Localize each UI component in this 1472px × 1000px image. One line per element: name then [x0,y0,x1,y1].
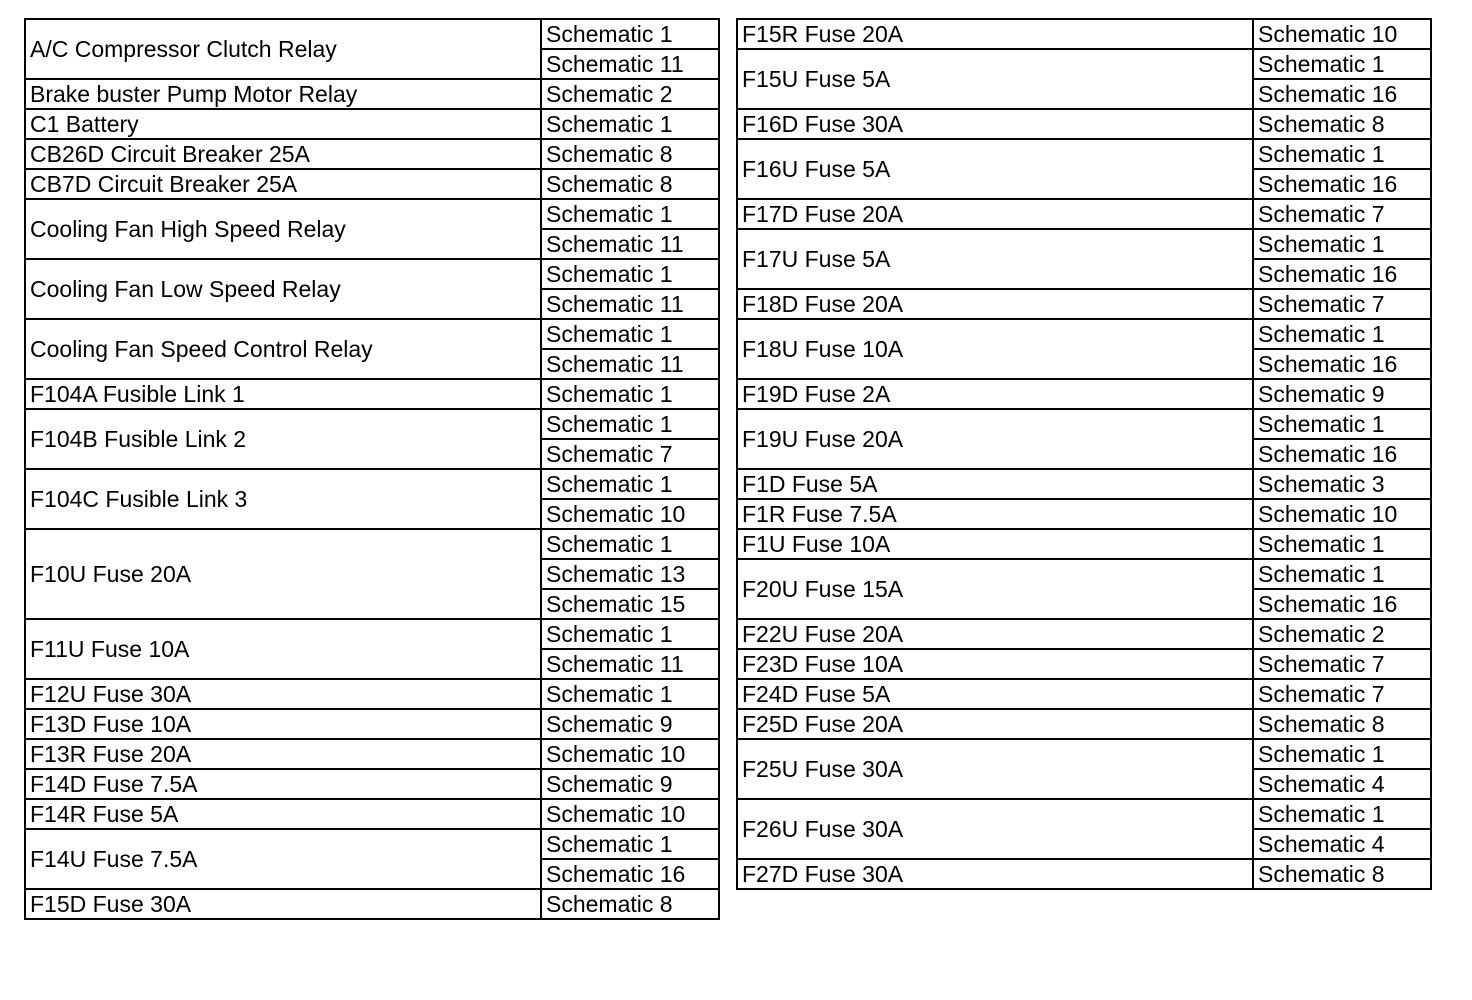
table-row [737,289,1431,319]
table-row [25,619,719,649]
table-row [25,409,719,439]
schematic-ref-cell: Schematic 11 [541,49,719,79]
table-row [25,529,719,559]
component-index-table-left [24,18,720,920]
table-row [737,19,1431,49]
component-name-cell: F23D Fuse 10A [737,649,1253,679]
schematic-ref-cell: Schematic 4 [1253,829,1431,859]
table-row [25,169,719,199]
component-name-cell: F12U Fuse 30A [25,679,541,709]
component-name-cell: F1D Fuse 5A [737,469,1253,499]
component-name-cell: F24D Fuse 5A [737,679,1253,709]
table-row [737,739,1431,769]
schematic-ref-cell: Schematic 4 [1253,769,1431,799]
schematic-ref-cell: Schematic 1 [541,259,719,289]
table-row [737,679,1431,709]
table-row [25,259,719,289]
component-name-cell: Brake buster Pump Motor Relay [25,79,541,109]
component-name-cell: F20U Fuse 15A [737,559,1253,619]
component-name-cell: F104A Fusible Link 1 [25,379,541,409]
component-name-cell: F10U Fuse 20A [25,529,541,619]
component-name-cell: F1U Fuse 10A [737,529,1253,559]
schematic-ref-cell: Schematic 1 [541,409,719,439]
component-name-cell: F14R Fuse 5A [25,799,541,829]
table-row [737,49,1431,79]
component-name-cell: F104B Fusible Link 2 [25,409,541,469]
schematic-ref-cell: Schematic 16 [1253,169,1431,199]
component-name-cell: CB7D Circuit Breaker 25A [25,169,541,199]
schematic-ref-cell: Schematic 7 [1253,289,1431,319]
table-row [25,79,719,109]
table-row [737,229,1431,259]
table-row [737,409,1431,439]
table-row [25,889,719,919]
schematic-ref-cell: Schematic 10 [541,499,719,529]
table-row [737,139,1431,169]
table-row [25,739,719,769]
table-row [737,649,1431,679]
component-name-cell: F18D Fuse 20A [737,289,1253,319]
table-row [737,529,1431,559]
schematic-ref-cell: Schematic 1 [541,199,719,229]
schematic-ref-cell: Schematic 7 [541,439,719,469]
schematic-ref-cell: Schematic 10 [541,739,719,769]
component-name-cell: F15U Fuse 5A [737,49,1253,109]
component-name-cell: C1 Battery [25,109,541,139]
schematic-ref-cell: Schematic 16 [541,859,719,889]
component-name-cell: F14D Fuse 7.5A [25,769,541,799]
schematic-ref-cell: Schematic 8 [1253,109,1431,139]
schematic-ref-cell: Schematic 15 [541,589,719,619]
schematic-ref-cell: Schematic 9 [541,709,719,739]
schematic-ref-cell: Schematic 2 [541,79,719,109]
table-row [25,19,719,49]
schematic-ref-cell: Schematic 8 [541,889,719,919]
schematic-ref-cell: Schematic 1 [541,829,719,859]
table-row [25,109,719,139]
component-name-cell: F15D Fuse 30A [25,889,541,919]
table-row [737,319,1431,349]
table-row [737,619,1431,649]
schematic-ref-cell: Schematic 16 [1253,79,1431,109]
component-name-cell: F13R Fuse 20A [25,739,541,769]
component-name-cell: A/C Compressor Clutch Relay [25,19,541,79]
schematic-ref-cell: Schematic 1 [1253,229,1431,259]
component-name-cell: F16U Fuse 5A [737,139,1253,199]
schematic-ref-cell: Schematic 16 [1253,589,1431,619]
schematic-ref-cell: Schematic 8 [1253,859,1431,889]
table-row [737,559,1431,589]
schematic-ref-cell: Schematic 1 [541,319,719,349]
schematic-ref-cell: Schematic 16 [1253,439,1431,469]
component-name-cell: CB26D Circuit Breaker 25A [25,139,541,169]
schematic-ref-cell: Schematic 1 [541,109,719,139]
schematic-ref-cell: Schematic 1 [541,619,719,649]
schematic-ref-cell: Schematic 1 [1253,139,1431,169]
schematic-ref-cell: Schematic 1 [541,469,719,499]
table-row [737,199,1431,229]
component-name-cell: F22U Fuse 20A [737,619,1253,649]
schematic-ref-cell: Schematic 2 [1253,619,1431,649]
schematic-ref-cell: Schematic 11 [541,649,719,679]
table-row [25,469,719,499]
schematic-ref-cell: Schematic 16 [1253,259,1431,289]
schematic-ref-cell: Schematic 10 [1253,19,1431,49]
component-name-cell: F18U Fuse 10A [737,319,1253,379]
schematic-ref-cell: Schematic 7 [1253,199,1431,229]
schematic-ref-cell: Schematic 1 [1253,49,1431,79]
schematic-ref-cell: Schematic 1 [1253,529,1431,559]
schematic-ref-cell: Schematic 1 [1253,739,1431,769]
component-name-cell: F19D Fuse 2A [737,379,1253,409]
table-row [737,799,1431,829]
table-row [25,139,719,169]
component-name-cell: F11U Fuse 10A [25,619,541,679]
component-name-cell: F15R Fuse 20A [737,19,1253,49]
table-row [25,319,719,349]
schematic-ref-cell: Schematic 1 [1253,559,1431,589]
schematic-ref-cell: Schematic 11 [541,349,719,379]
schematic-ref-cell: Schematic 13 [541,559,719,589]
table-row [737,469,1431,499]
component-name-cell: F25U Fuse 30A [737,739,1253,799]
schematic-ref-cell: Schematic 10 [1253,499,1431,529]
schematic-ref-cell: Schematic 9 [541,769,719,799]
table-row [25,769,719,799]
schematic-ref-cell: Schematic 11 [541,289,719,319]
table-row [737,379,1431,409]
component-index-table-right [736,18,1432,890]
component-name-cell: F1R Fuse 7.5A [737,499,1253,529]
component-name-cell: F16D Fuse 30A [737,109,1253,139]
component-name-cell: F26U Fuse 30A [737,799,1253,859]
table-row [737,109,1431,139]
schematic-ref-cell: Schematic 1 [541,529,719,559]
schematic-ref-cell: Schematic 1 [541,679,719,709]
schematic-ref-cell: Schematic 1 [1253,799,1431,829]
component-name-cell: F13D Fuse 10A [25,709,541,739]
schematic-ref-cell: Schematic 7 [1253,679,1431,709]
schematic-ref-cell: Schematic 16 [1253,349,1431,379]
table-row [737,709,1431,739]
table-row [737,499,1431,529]
table-row [25,679,719,709]
component-name-cell: Cooling Fan Speed Control Relay [25,319,541,379]
schematic-ref-cell: Schematic 1 [541,379,719,409]
component-name-cell: F14U Fuse 7.5A [25,829,541,889]
table-row [25,199,719,229]
component-name-cell: F17D Fuse 20A [737,199,1253,229]
schematic-ref-cell: Schematic 3 [1253,469,1431,499]
table-row [25,799,719,829]
schematic-ref-cell: Schematic 11 [541,229,719,259]
table-row [25,709,719,739]
table-row [25,829,719,859]
schematic-ref-cell: Schematic 8 [1253,709,1431,739]
table-row [25,379,719,409]
schematic-ref-cell: Schematic 1 [1253,319,1431,349]
schematic-ref-cell: Schematic 1 [541,19,719,49]
schematic-ref-cell: Schematic 8 [541,169,719,199]
component-name-cell: F17U Fuse 5A [737,229,1253,289]
schematic-ref-cell: Schematic 7 [1253,649,1431,679]
component-name-cell: F104C Fusible Link 3 [25,469,541,529]
schematic-ref-cell: Schematic 1 [1253,409,1431,439]
component-name-cell: F19U Fuse 20A [737,409,1253,469]
component-name-cell: Cooling Fan High Speed Relay [25,199,541,259]
table-row [737,859,1431,889]
schematic-ref-cell: Schematic 9 [1253,379,1431,409]
schematic-ref-cell: Schematic 10 [541,799,719,829]
component-name-cell: F25D Fuse 20A [737,709,1253,739]
schematic-ref-cell: Schematic 8 [541,139,719,169]
component-name-cell: Cooling Fan Low Speed Relay [25,259,541,319]
component-name-cell: F27D Fuse 30A [737,859,1253,889]
